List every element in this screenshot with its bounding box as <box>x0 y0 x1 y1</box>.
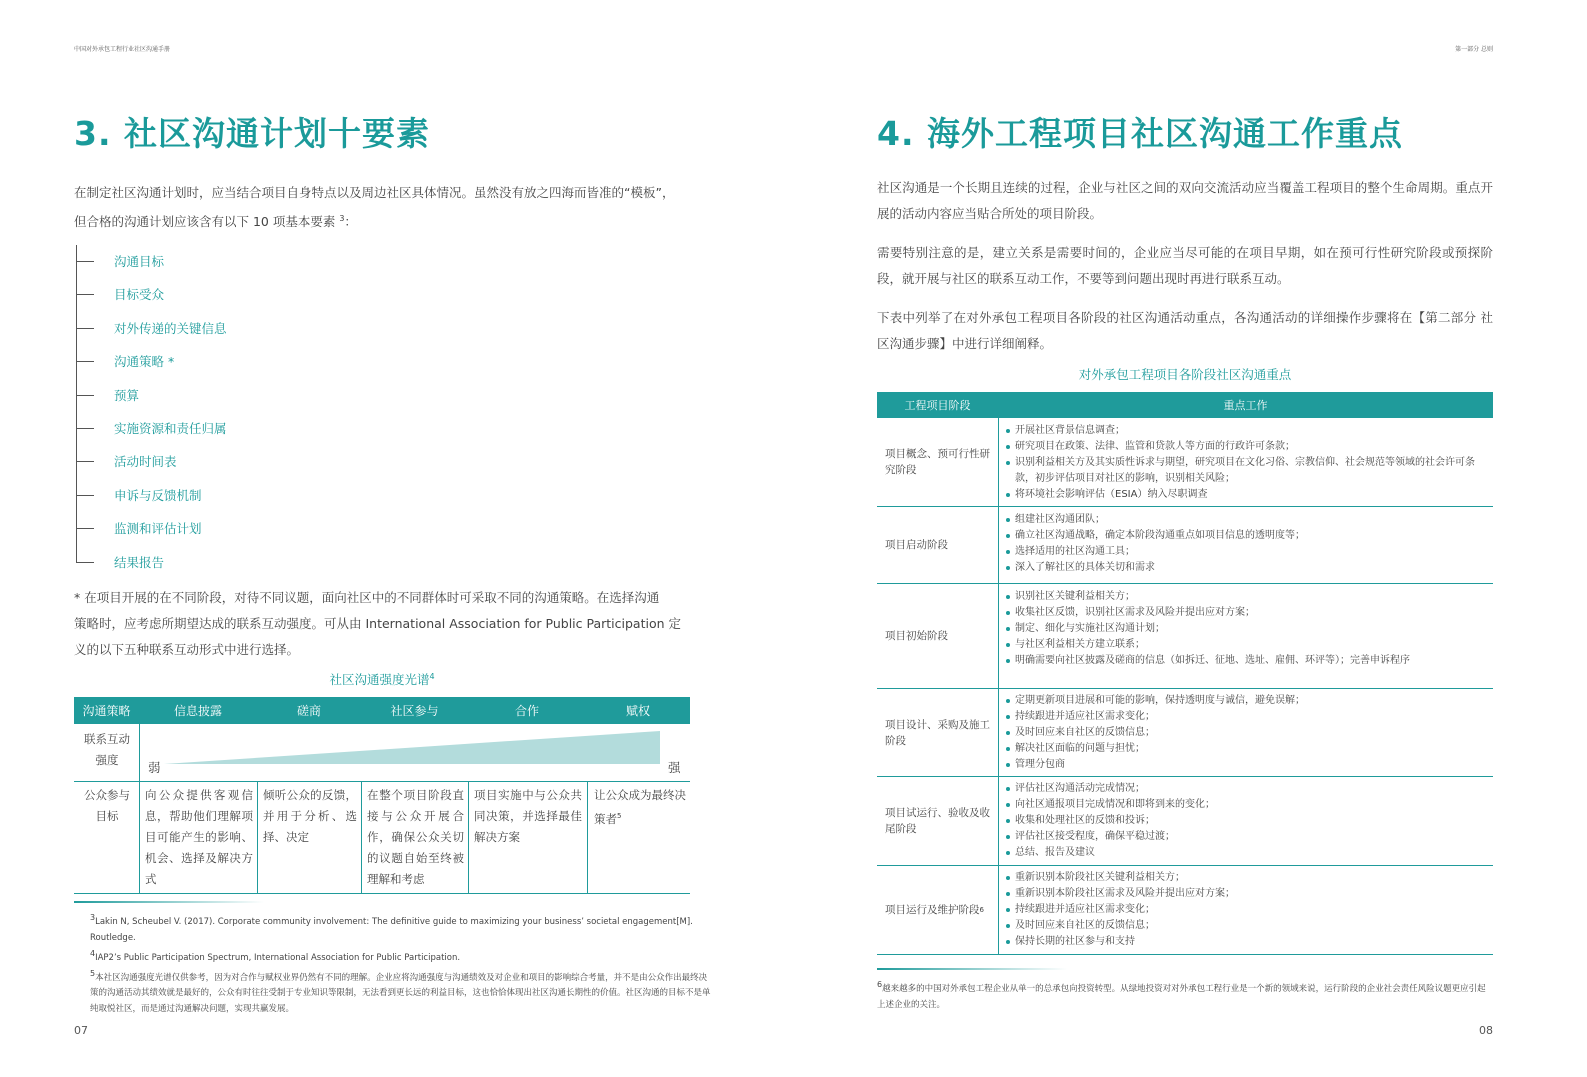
strategy-note <box>74 585 704 663</box>
element-item: 申诉与反馈机制 <box>76 479 376 512</box>
spectrum-header-cell: 赋权 <box>625 704 650 718</box>
work-item: 管理分包商 <box>1005 757 1491 773</box>
work-list <box>1005 423 1491 503</box>
page-title-right: 4. 海外工程项目社区沟通工作重点 <box>877 114 1403 153</box>
goal-cell: 倾听公众的反馈，并用于分析、选择、决定 <box>263 788 357 844</box>
spectrum-header-row <box>74 697 690 724</box>
intensity-wedge-shape <box>164 731 660 764</box>
work-list <box>1005 781 1491 861</box>
column-divider <box>257 782 258 894</box>
footnote-5 <box>90 966 715 1018</box>
stage-cell: 项目设计、采购及施工阶段 <box>885 718 990 747</box>
footnote-4-mark: 4 <box>90 948 96 958</box>
footnote-4-text: IAP2’s Public Participation Spectrum, International Association for Public Participation. <box>95 952 461 963</box>
footnote-3-mark: 3 <box>90 913 96 922</box>
stage-table-caption: 对外承包工程项目各阶段社区沟通重点 <box>1078 367 1292 382</box>
table-row <box>877 689 1493 777</box>
stage-table-header <box>877 392 1493 418</box>
table-row <box>877 507 1493 584</box>
column-divider <box>587 782 588 894</box>
work-item: 重新识别本阶段社区需求及风险并提出应对方案； <box>1005 886 1491 902</box>
stage-cell: 项目启动阶段 <box>885 539 948 551</box>
element-item: 实施资源和责任归属 <box>76 412 376 445</box>
goal-label: 公众参与目标 <box>84 788 130 823</box>
cell-divider <box>998 418 999 506</box>
work-item: 明确需要向社区披露及磋商的信息（如拆迁、征地、选址、雇佣、环评等）；完善申诉程序 <box>1005 653 1491 669</box>
work-item: 评估社区接受程度，确保平稳过渡； <box>1005 829 1491 845</box>
note-line-1: * 在项目开展的在不同阶段，对待不同议题，面向社区中的不同群体时可采取不同的沟通策略。在选择沟通 <box>74 590 660 605</box>
work-item: 选择适用的社区沟通工具； <box>1005 544 1491 560</box>
work-item: 持续跟进并适应社区需求变化； <box>1005 709 1491 725</box>
work-item: 持续跟进并适应社区需求变化； <box>1005 902 1491 918</box>
cell-divider <box>998 689 999 776</box>
work-item: 保持长期的社区参与和支持 <box>1005 934 1491 950</box>
footnote-ref-4: 4 <box>429 671 435 681</box>
element-item: 监测和评估计划 <box>76 512 376 545</box>
footnote-rule-right <box>877 968 1067 970</box>
footnote-6-mark: 6 <box>877 980 883 989</box>
work-list <box>1005 870 1491 950</box>
goal-cell-5 <box>594 785 688 830</box>
footnotes-left <box>90 910 715 1017</box>
spectrum-header-cell: 信息披露 <box>173 704 222 718</box>
goal-cell: 在整个项目阶段直接与公众开展合作，确保公众关切的议题自始至终被理解和考虑 <box>367 788 464 886</box>
work-list <box>1005 693 1491 773</box>
work-item: 定期更新项目进展和可能的影响，保持透明度与诚信，避免误解； <box>1005 693 1491 709</box>
spectrum-header-cell: 社区参与 <box>390 704 439 718</box>
spectrum-header-cell: 磋商 <box>296 704 321 718</box>
paragraph-3: 下表中列举了在对外承包工程项目各阶段的社区沟通活动重点，各沟通活动的详细操作步骤将在【第二部分 社区沟通步骤】中进行详细阐释。 <box>877 310 1493 351</box>
element-item: 目标受众 <box>76 278 376 311</box>
footnote-5-text: 本社区沟通强度光谱仅供参考，因为对合作与赋权业界仍然有不同的理解。企业应将沟通强度与沟通绩效及对企业和项目的影响综合考量，并不是由公众作出最终决策的沟通活动其绩效就是最好的，公众有时往往受制于专业知识等限制，无法看到更长远的利益目标，这也恰恰体现出社区沟通长期性的价值。社区沟通的目标不是单纯取悦社区，而是通过沟通解决问题，实现共赢发展。 <box>90 972 711 1015</box>
spectrum-table-caption <box>74 670 690 688</box>
work-item: 深入了解社区的具体关切和需求 <box>1005 560 1491 576</box>
spectrum-table <box>74 697 690 894</box>
stage-header-cell: 工程项目阶段 <box>904 399 971 412</box>
work-item: 组建社区沟通团队； <box>1005 512 1491 528</box>
row-divider <box>74 781 690 782</box>
work-header-cell: 重点工作 <box>1223 399 1268 412</box>
footnote-ref-6: 6 <box>979 906 984 914</box>
table-row <box>877 866 1493 955</box>
footnote-4 <box>90 946 715 966</box>
spectrum-caption-text: 社区沟通强度光谱 <box>329 672 430 687</box>
goal-cell: 向公众提供客观信息，帮助他们理解项目可能产生的影响、机会、选择及解决方式 <box>145 788 253 886</box>
footnote-5-mark: 5 <box>90 968 96 978</box>
cell-divider <box>998 866 999 954</box>
work-item: 识别利益相关方及其实质性诉求与期望，研究项目在文化习俗、宗教信仰、社会规范等领域的社会许可条款，初步评估项目对社区的影响，识别相关风险； <box>1005 455 1491 487</box>
stage-cell: 项目概念、预可行性研究阶段 <box>885 448 990 476</box>
element-item: 预算 <box>76 379 376 412</box>
stage-cell-text: 项目运行及维护阶段 <box>885 904 980 916</box>
paragraph-1: 社区沟通是一个长期且连续的过程，企业与社区之间的双向交流活动应当覆盖工程项目的整个生命周期。重点开展的活动内容应当贴合所处的项目阶段。 <box>877 180 1493 221</box>
work-item: 确立社区沟通战略，确定本阶段沟通重点如项目信息的透明度等； <box>1005 528 1491 544</box>
footnote-3 <box>90 910 715 946</box>
page-title-left: 3. 社区沟通计划十要素 <box>74 114 430 153</box>
footnote-6-text: 越来越多的中国对外承包工程企业从单一的总承包向投资转型。从绿地投资对对外承包工程行业是一个新的领域来说，运行阶段的企业社会责任风险议题更应引起上述企业的关注。 <box>877 983 1486 1010</box>
stage-cell <box>877 866 997 954</box>
running-head-left: 中国对外承包工程行业社区沟通手册 <box>74 46 171 53</box>
cell-divider <box>998 584 999 688</box>
column-divider <box>361 782 362 894</box>
footnote-ref-3: 3 <box>339 214 345 223</box>
intro-line-1: 在制定社区沟通计划时，应当结合项目自身特点以及周边社区具体情况。虽然没有放之四海而皆准的“模板”， <box>74 185 675 200</box>
intro-line-2-text: 但合格的沟通计划应该含有以下 10 项基本要素 <box>74 214 340 230</box>
footnote-rule-left <box>74 901 264 903</box>
work-item: 开展社区背景信息调查； <box>1005 423 1491 439</box>
work-item: 总结、报告及建议 <box>1005 845 1491 861</box>
work-item: 收集社区反馈，识别社区需求及风险并提出应对方案； <box>1005 605 1491 621</box>
stage-table <box>877 392 1493 956</box>
work-item: 重新识别本阶段社区关键利益相关方； <box>1005 870 1491 886</box>
work-item: 与社区利益相关方建立联系； <box>1005 637 1491 653</box>
work-list <box>1005 589 1491 669</box>
work-item: 向社区通报项目完成情况和即将到来的变化； <box>1005 797 1491 813</box>
paragraph-2: 需要特别注意的是，建立关系是需要时间的，企业应当尽可能的在项目早期，如在预可行性研究阶段或预探阶段，就开展与社区的联系互动工作，不要等到问题出现时再进行联系互动。 <box>877 245 1493 286</box>
intro-line-2-end: ： <box>344 214 357 230</box>
note-line-3: 义的以下五种联系互动形式中进行选择。 <box>74 642 300 657</box>
element-item: 结果报告 <box>76 546 376 579</box>
page-number-right: 08 <box>1479 1024 1493 1037</box>
table-bottom-rule <box>74 893 690 894</box>
goal-cell: 项目实施中与公众共同决策，并选择最佳解决方案 <box>474 788 582 844</box>
intensity-wedge <box>164 731 664 767</box>
intensity-label: 联系互动强度 <box>84 732 130 767</box>
intro-line-2 <box>74 206 704 235</box>
spectrum-header-cell: 沟通策略 <box>82 704 131 718</box>
cell-divider <box>998 507 999 583</box>
cell-divider <box>998 777 999 865</box>
work-item: 及时回应来自社区的反馈信息； <box>1005 725 1491 741</box>
page-number-left: 07 <box>74 1024 88 1037</box>
footnote-ref-5: 5 <box>617 812 622 820</box>
element-item: 对外传递的关键信息 <box>76 312 376 345</box>
column-divider <box>468 782 469 894</box>
goal-cell-text: 让公众成为最终决策者 <box>594 788 686 826</box>
work-item: 解决社区面临的问题与担忧； <box>1005 741 1491 757</box>
table-row <box>877 777 1493 866</box>
work-item: 及时回应来自社区的反馈信息； <box>1005 918 1491 934</box>
table-row <box>877 584 1493 689</box>
element-item: 活动时间表 <box>76 445 376 478</box>
column-divider <box>139 724 140 894</box>
work-item: 识别社区关键利益相关方； <box>1005 589 1491 605</box>
work-item: 评估社区沟通活动完成情况； <box>1005 781 1491 797</box>
work-list <box>1005 512 1491 576</box>
footnote-6 <box>877 977 1493 1013</box>
element-list <box>76 245 376 579</box>
element-item: 沟通目标 <box>76 245 376 278</box>
stage-cell: 项目初始阶段 <box>885 630 948 642</box>
work-item: 收集和处理社区的反馈和投诉； <box>1005 813 1491 829</box>
footnote-3-text: Lakin N, Scheubel V. (2017). Corporate community involvement: The definitive guide to maximizing your business’ societal engagement[M]. Routledge. <box>90 916 693 943</box>
strong-label: 强 <box>668 760 681 775</box>
table-row <box>877 418 1493 507</box>
intro-paragraph <box>74 180 704 235</box>
spectrum-header-cell: 合作 <box>514 704 539 718</box>
stage-cell: 项目试运行、验收及收尾阶段 <box>885 807 990 835</box>
work-item: 将环境社会影响评估（ESIA）纳入尽职调查 <box>1005 487 1491 503</box>
element-item: 沟通策略 * <box>76 345 376 378</box>
work-item: 制定、细化与实施社区沟通计划； <box>1005 621 1491 637</box>
note-line-2: 策略时，应考虑所期望达成的联系互动强度。可从由 International Association for Public Participation 定 <box>74 616 682 631</box>
running-head-right: 第一部分 总则 <box>1455 46 1493 53</box>
work-item: 研究项目在政策、法律、监管和贷款人等方面的行政许可条款； <box>1005 439 1491 455</box>
weak-label: 弱 <box>148 760 161 775</box>
